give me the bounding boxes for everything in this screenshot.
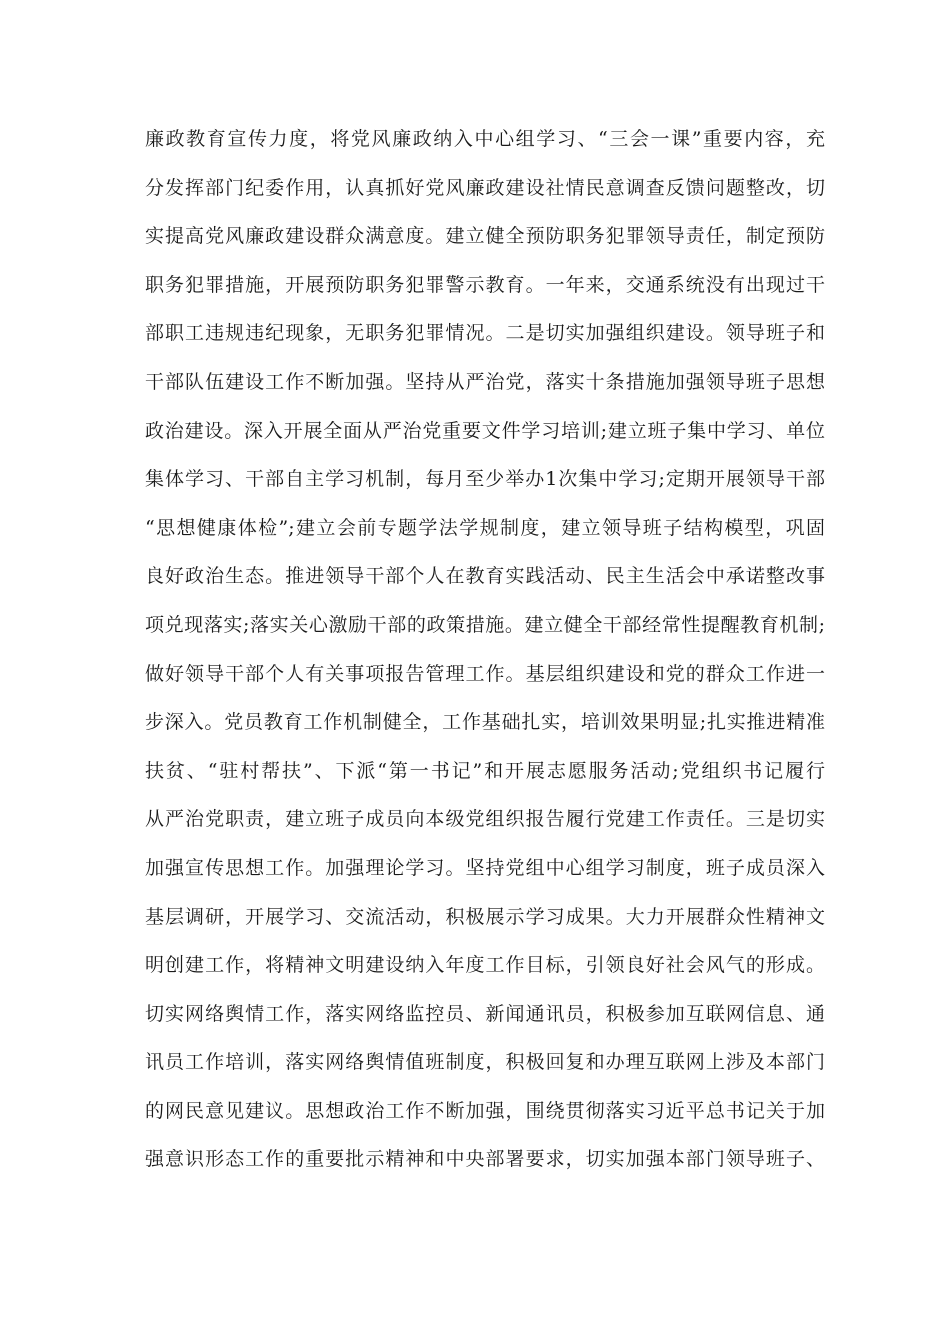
text-line: 从严治党职责，建立班子成员向本级党组织报告履行党建工作责任。三是切实 — [145, 808, 825, 831]
text-line: 集体学习、干部自主学习机制，每月至少举办1次集中学习;定期开展领导干部 — [145, 468, 825, 491]
text-line: 干部队伍建设工作不断加强。坚持从严治党，落实十条措施加强领导班子思想 — [145, 370, 825, 393]
text-line: 实提高党风廉政建设群众满意度。建立健全预防职务犯罪领导责任，制定预防 — [145, 225, 825, 248]
text-line: 分发挥部门纪委作用，认真抓好党风廉政建设社情民意调查反馈问题整改，切 — [145, 176, 825, 199]
text-line: 步深入。党员教育工作机制健全，工作基础扎实，培训效果明显;扎实推进精准 — [145, 711, 825, 734]
text-line: 做好领导干部个人有关事项报告管理工作。基层组织建设和党的群众工作进一 — [145, 662, 825, 685]
text-line: 切实网络舆情工作，落实网络监控员、新闻通讯员，积极参加互联网信息、通 — [145, 1002, 825, 1025]
text-line: 明创建工作，将精神文明建设纳入年度工作目标，引领良好社会风气的形成。 — [145, 954, 825, 977]
text-line: 廉政教育宣传力度，将党风廉政纳入中心组学习、“三会一课”重要内容，充 — [145, 128, 825, 150]
text-line: 加强宣传思想工作。加强理论学习。坚持党组中心组学习制度，班子成员深入 — [145, 856, 825, 879]
body-text — [145, 120, 825, 1189]
text-line: 讯员工作培训，落实网络舆情值班制度，积极回复和办理互联网上涉及本部门 — [145, 1051, 825, 1074]
text-line: 职务犯罪措施，开展预防职务犯罪警示教育。一年来，交通系统没有出现过干 — [145, 273, 825, 296]
text-line: “思想健康体检”;建立会前专题学法学规制度，建立领导班子结构模型，巩固 — [145, 516, 825, 539]
text-line: 基层调研，开展学习、交流活动，积极展示学习成果。大力开展群众性精神文 — [145, 905, 825, 928]
text-line: 扶贫、“驻村帮扶”、下派“第一书记”和开展志愿服务活动;党组织书记履行 — [145, 759, 825, 782]
text-line: 的网民意见建议。思想政治工作不断加强，围绕贯彻落实习近平总书记关于加 — [145, 1099, 825, 1122]
text-line: 良好政治生态。推进领导干部个人在教育实践活动、民主生活会中承诺整改事 — [145, 565, 825, 588]
text-line: 部职工违规违纪现象，无职务犯罪情况。二是切实加强组织建设。领导班子和 — [145, 322, 825, 345]
text-line: 政治建设。深入开展全面从严治党重要文件学习培训;建立班子集中学习、单位 — [145, 419, 825, 442]
text-line: 强意识形态工作的重要批示精神和中央部署要求，切实加强本部门领导班子、 — [145, 1148, 825, 1171]
text-line: 项兑现落实;落实关心激励干部的政策措施。建立健全干部经常性提醒教育机制; — [145, 613, 825, 636]
